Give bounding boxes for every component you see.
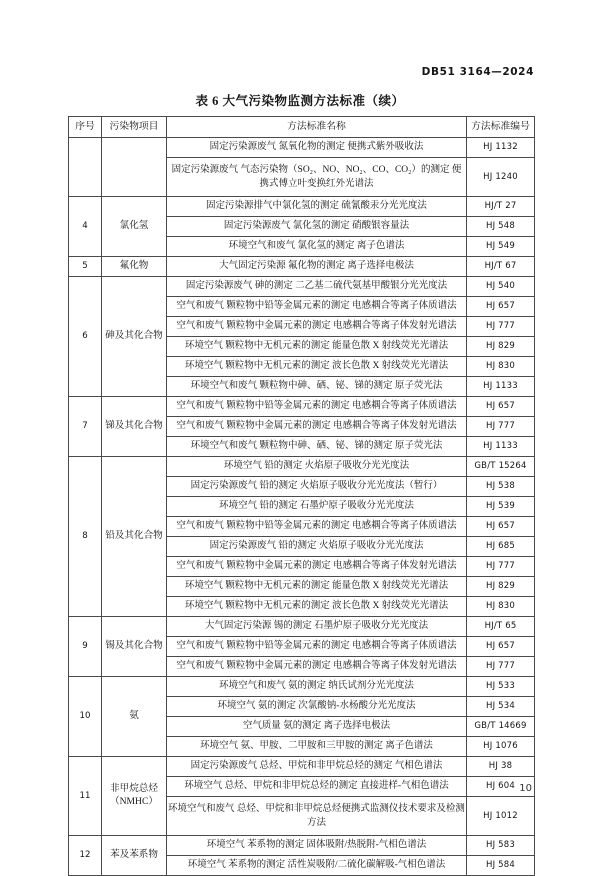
cell-method-standard-code: GB/T 15264 — [467, 457, 535, 477]
cell-method-standard-code: HJ 540 — [467, 277, 535, 297]
running-header-standard-code: DB51 3164—2024 — [421, 66, 534, 78]
cell-serial-number: 9 — [69, 617, 102, 677]
cell-method-standard-code: HJ 1012 — [467, 797, 535, 836]
table-row — [69, 277, 535, 297]
table-row — [69, 617, 535, 637]
cell-pollutant-item: 锡及其化合物 — [102, 617, 167, 677]
table-row — [69, 457, 535, 477]
cell-method-standard-code: HJ 829 — [467, 577, 535, 597]
cell-method-standard-name: 固定污染源废气 氮氧化物的测定 便携式紫外吸收法 — [167, 138, 467, 158]
table-row — [69, 197, 535, 217]
cell-method-standard-code: HJ 777 — [467, 557, 535, 577]
cell-method-standard-name: 环境空气 颗粒物中无机元素的测定 波长色散 X 射线荧光光谱法 — [167, 357, 467, 377]
cell-pollutant-item: 非甲烷总烃 （NMHC） — [102, 757, 167, 836]
cell-method-standard-name: 环境空气和废气 氯化氢的测定 离子色谱法 — [167, 237, 467, 257]
column-header-no: 序号 — [69, 117, 102, 138]
cell-method-standard-code: HJ 604 — [467, 777, 535, 797]
cell-method-standard-code: HJ 548 — [467, 217, 535, 237]
cell-method-standard-name: 环境空气和废气 氨的测定 纳氏试剂分光光度法 — [167, 677, 467, 697]
cell-method-standard-code: HJ 657 — [467, 397, 535, 417]
cell-serial-number: 7 — [69, 397, 102, 457]
cell-method-standard-name: 固定污染源废气 砷的测定 二乙基二硫代氨基甲酸银分光光度法 — [167, 277, 467, 297]
cell-method-standard-code: HJ 1133 — [467, 377, 535, 397]
table-header-row — [69, 117, 535, 138]
cell-method-standard-name: 环境空气 颗粒物中无机元素的测定 波长色散 X 射线荧光光谱法 — [167, 597, 467, 617]
cell-method-standard-name: 固定污染源废气 总烃、甲烷和非甲烷总烃的测定 气相色谱法 — [167, 757, 467, 777]
cell-method-standard-name: 环境空气和废气 总烃、甲烷和非甲烷总烃便携式监测仪技术要求及检测方法 — [167, 797, 467, 836]
cell-pollutant-item: 苯及苯系物 — [102, 836, 167, 876]
cell-method-standard-name: 空气和废气 颗粒物中铅等金属元素的测定 电感耦合等离子体质谱法 — [167, 397, 467, 417]
cell-method-standard-code: HJ 38 — [467, 757, 535, 777]
cell-method-standard-name: 环境空气 总烃、甲烷和非甲烷总烃的测定 直接进样-气相色谱法 — [167, 777, 467, 797]
cell-method-standard-name: 环境空气 铅的测定 火焰原子吸收分光光度法 — [167, 457, 467, 477]
table-row — [69, 397, 535, 417]
cell-method-standard-code: HJ 657 — [467, 637, 535, 657]
cell-method-standard-name: 环境空气 氨、甲胺、二甲胺和三甲胺的测定 离子色谱法 — [167, 737, 467, 757]
cell-pollutant-item: 氯化氢 — [102, 197, 167, 257]
cell-method-standard-code: HJ/T 67 — [467, 257, 535, 277]
cell-method-standard-code: HJ 829 — [467, 337, 535, 357]
cell-serial-number: 10 — [69, 677, 102, 757]
cell-method-standard-code: HJ 1076 — [467, 737, 535, 757]
page-number: 10 — [519, 783, 532, 794]
cell-serial-number — [69, 138, 102, 197]
cell-method-standard-name: 固定污染源废气 铅的测定 火焰原子吸收分光光度法（暂行） — [167, 477, 467, 497]
cell-method-standard-name: 大气固定污染源 氟化物的测定 离子选择电极法 — [167, 257, 467, 277]
cell-method-standard-name: 固定污染源废气 气态污染物（SO₂、NO、NO₂、CO、CO₂）的测定 便携式傅立叶变换红外光谱法 — [167, 158, 467, 197]
cell-method-standard-name: 环境空气和废气 颗粒物中砷、硒、铋、锑的测定 原子荧光法 — [167, 377, 467, 397]
cell-method-standard-code: HJ 539 — [467, 497, 535, 517]
cell-method-standard-code: HJ 830 — [467, 597, 535, 617]
cell-pollutant-item: 锑及其化合物 — [102, 397, 167, 457]
cell-method-standard-name: 固定污染源排气中氯化氢的测定 硫氰酸汞分光光度法 — [167, 197, 467, 217]
cell-method-standard-name: 环境空气 颗粒物中无机元素的测定 能量色散 X 射线荧光光谱法 — [167, 337, 467, 357]
cell-method-standard-code: HJ 777 — [467, 657, 535, 677]
cell-pollutant-item: 砷及其化合物 — [102, 277, 167, 397]
cell-method-standard-name: 环境空气 铅的测定 石墨炉原子吸收分光光度法 — [167, 497, 467, 517]
cell-serial-number: 4 — [69, 197, 102, 257]
table-title: 表 6 大气污染物监测方法标准（续） — [195, 94, 405, 108]
cell-method-standard-name: 环境空气 苯系物的测定 固体吸附/热脱附-气相色谱法 — [167, 836, 467, 856]
cell-method-standard-name: 空气和废气 颗粒物中金属元素的测定 电感耦合等离子体发射光谱法 — [167, 417, 467, 437]
cell-serial-number: 8 — [69, 457, 102, 617]
cell-method-standard-name: 空气和废气 颗粒物中金属元素的测定 电感耦合等离子体发射光谱法 — [167, 557, 467, 577]
table-row — [69, 138, 535, 158]
cell-method-standard-name: 空气和废气 颗粒物中铅等金属元素的测定 电感耦合等离子体质谱法 — [167, 297, 467, 317]
table-body — [69, 138, 535, 876]
cell-serial-number: 6 — [69, 277, 102, 397]
cell-method-standard-name: 环境空气 苯系物的测定 活性炭吸附/二硫化碳解吸-气相色谱法 — [167, 856, 467, 876]
column-header-item: 污染物项目 — [102, 117, 167, 138]
cell-method-standard-code: HJ 534 — [467, 697, 535, 717]
cell-method-standard-code: HJ 830 — [467, 357, 535, 377]
column-header-method-code: 方法标准编号 — [467, 117, 535, 138]
pollutant-method-standards-table — [68, 116, 535, 876]
cell-serial-number: 12 — [69, 836, 102, 876]
cell-method-standard-name: 固定污染源废气 铅的测定 火焰原子吸收分光光度法 — [167, 537, 467, 557]
cell-pollutant-item — [102, 138, 167, 197]
cell-method-standard-name: 空气和废气 颗粒物中金属元素的测定 电感耦合等离子体发射光谱法 — [167, 657, 467, 677]
cell-method-standard-code: HJ 533 — [467, 677, 535, 697]
cell-serial-number: 5 — [69, 257, 102, 277]
cell-method-standard-name: 环境空气 颗粒物中无机元素的测定 能量色散 X 射线荧光光谱法 — [167, 577, 467, 597]
cell-method-standard-name: 环境空气 氨的测定 次氯酸钠-水杨酸分光光度法 — [167, 697, 467, 717]
cell-pollutant-item: 氟化物 — [102, 257, 167, 277]
table-row — [69, 836, 535, 856]
cell-serial-number: 11 — [69, 757, 102, 836]
cell-method-standard-code: HJ 777 — [467, 317, 535, 337]
cell-method-standard-code: HJ 549 — [467, 237, 535, 257]
cell-method-standard-name: 空气和废气 颗粒物中金属元素的测定 电感耦合等离子体发射光谱法 — [167, 317, 467, 337]
table-header — [69, 117, 535, 138]
cell-method-standard-code: HJ 584 — [467, 856, 535, 876]
cell-pollutant-item: 氨 — [102, 677, 167, 757]
cell-method-standard-code: HJ 777 — [467, 417, 535, 437]
table-row — [69, 257, 535, 277]
cell-method-standard-code: HJ 583 — [467, 836, 535, 856]
cell-method-standard-name: 环境空气和废气 颗粒物中砷、硒、铋、锑的测定 原子荧光法 — [167, 437, 467, 457]
cell-method-standard-name: 空气质量 氨的测定 离子选择电极法 — [167, 717, 467, 737]
column-header-method-name: 方法标准名称 — [167, 117, 467, 138]
cell-method-standard-code: HJ 685 — [467, 537, 535, 557]
cell-method-standard-code: HJ 1132 — [467, 138, 535, 158]
table-row — [69, 677, 535, 697]
cell-method-standard-name: 空气和废气 颗粒物中铅等金属元素的测定 电感耦合等离子体质谱法 — [167, 517, 467, 537]
cell-method-standard-code: HJ 657 — [467, 297, 535, 317]
table-row — [69, 757, 535, 777]
cell-pollutant-item: 铅及其化合物 — [102, 457, 167, 617]
cell-method-standard-code: HJ 1133 — [467, 437, 535, 457]
cell-method-standard-code: HJ 657 — [467, 517, 535, 537]
cell-method-standard-code: GB/T 14669 — [467, 717, 535, 737]
cell-method-standard-name: 空气和废气 颗粒物中铅等金属元素的测定 电感耦合等离子体质谱法 — [167, 637, 467, 657]
cell-method-standard-name: 固定污染源废气 氯化氢的测定 硝酸银容量法 — [167, 217, 467, 237]
cell-method-standard-code: HJ 1240 — [467, 158, 535, 197]
cell-method-standard-code: HJ 538 — [467, 477, 535, 497]
cell-method-standard-code: HJ/T 65 — [467, 617, 535, 637]
cell-method-standard-code: HJ/T 27 — [467, 197, 535, 217]
cell-method-standard-name: 大气固定污染源 锡的测定 石墨炉原子吸收分光光度法 — [167, 617, 467, 637]
